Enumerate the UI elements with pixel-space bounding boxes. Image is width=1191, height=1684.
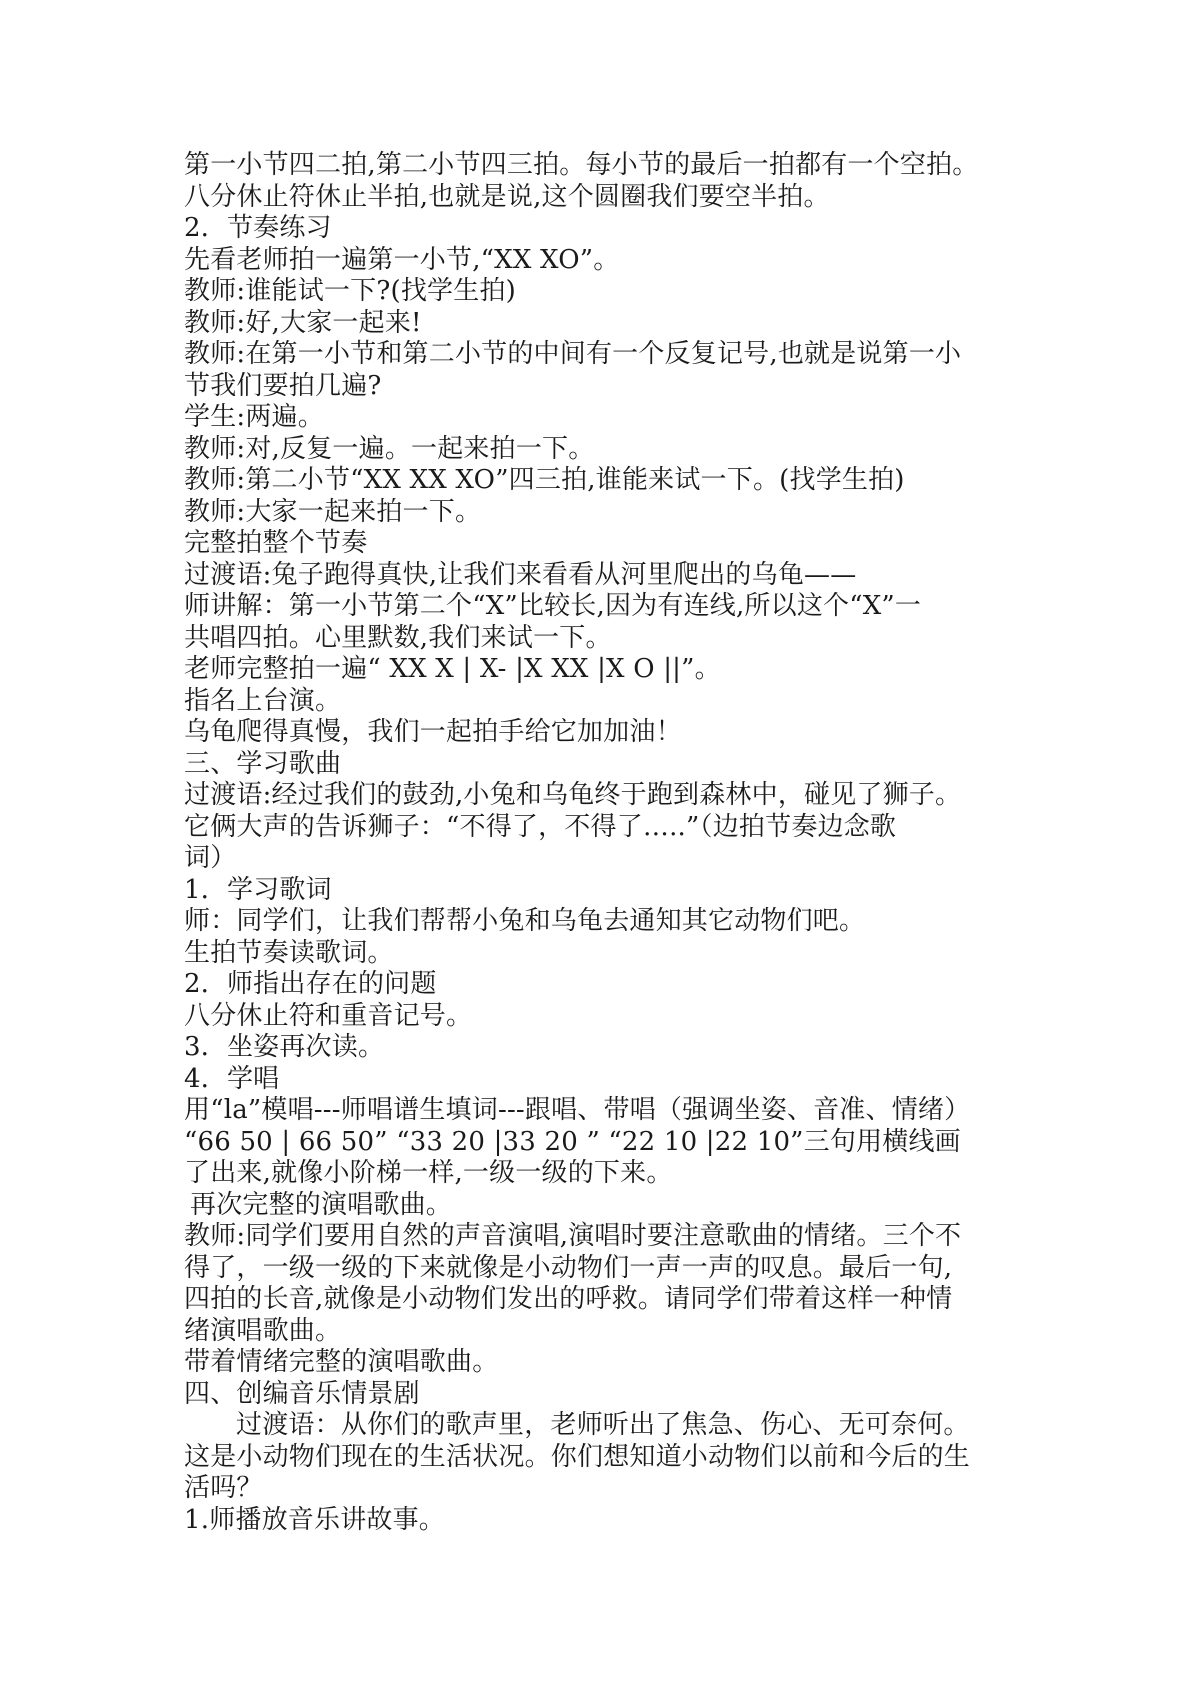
text-line: 四拍的长音,就像是小动物们发出的呼救。请同学们带着这样一种情 <box>184 1284 953 1314</box>
text-line: 再次完整的演唱歌曲。 <box>190 1189 453 1220</box>
section-heading: 2．节奏练习 <box>184 213 332 243</box>
text-line: 教师:在第一小节和第二小节的中间有一个反复记号,也就是说第一小 <box>184 339 962 369</box>
text-line: 这是小动物们现在的生活状况。你们想知道小动物们以前和今后的生 <box>184 1441 971 1472</box>
text-line: 完整拍整个节奏 <box>184 528 368 558</box>
text-line: 了出来,就像小阶梯一样,一级一级的下来。 <box>184 1158 673 1188</box>
text-line: 过渡语:经过我们的鼓劲,小兔和乌龟终于跑到森林中，碰见了狮子。 <box>184 780 962 810</box>
text-line: 教师:谁能试一下?(找学生拍) <box>184 276 516 306</box>
text-line: 它俩大声的告诉狮子：“不得了，不得了…..”（边拍节奏边念歌 <box>184 811 897 842</box>
text-line: 用“la”模唱---师唱谱生填词---跟唱、带唱（强调坐姿、音准、情绪） <box>184 1095 971 1125</box>
text-line: 共唱四拍。心里默数,我们来试一下。 <box>184 622 612 653</box>
text-line: 词） <box>184 843 237 873</box>
text-line: 过渡语:兔子跑得真快,让我们来看看从河里爬出的乌龟—— <box>184 559 857 590</box>
text-line: 师讲解：第一小节第二个“X”比较长,因为有连线,所以这个“X”一 <box>184 591 922 621</box>
text-line: 乌龟爬得真慢，我们一起拍手给它加加油！ <box>184 717 682 747</box>
text-line: 八分休止符休止半拍,也就是说,这个圆圈我们要空半拍。 <box>184 181 830 212</box>
section-heading: 3．坐姿再次读。 <box>184 1032 385 1062</box>
text-line: 绪演唱歌曲。 <box>184 1315 342 1346</box>
text-line: 师：同学们，让我们帮帮小兔和乌龟去通知其它动物们吧。 <box>184 906 866 936</box>
text-line: 教师:大家一起来拍一下。 <box>184 496 482 527</box>
text-line: 活吗？ <box>184 1473 263 1503</box>
text-line: 第一小节四二拍,第二小节四三拍。每小节的最后一拍都有一个空拍。 <box>184 150 979 180</box>
text-line: 过渡语：从你们的歌声里，老师听出了焦急、伤心、无可奈何。 <box>236 1410 970 1440</box>
text-line: 生拍节奏读歌词。 <box>184 937 394 968</box>
document-body <box>184 150 1024 1536</box>
text-line: 老师完整拍一遍“ XX X | X- |X XX |X O ||”。 <box>184 654 721 684</box>
text-line: 教师:同学们要用自然的声音演唱,演唱时要注意歌曲的情绪。三个不 <box>184 1221 962 1251</box>
text-line: 带着情绪完整的演唱歌曲。 <box>184 1347 499 1377</box>
text-line: 学生:两遍。 <box>184 402 324 432</box>
section-heading: 2．师指出存在的问题 <box>184 969 437 999</box>
text-line: 教师:第二小节“XX XX XO”四三拍,谁能来试一下。(找学生拍) <box>184 465 905 495</box>
text-line: 教师:好,大家一起来! <box>184 307 422 338</box>
text-line: 先看老师拍一遍第一小节,“XX XO”。 <box>184 244 620 275</box>
section-heading: 四、创编音乐情景剧 <box>184 1378 420 1409</box>
text-line: 指名上台演。 <box>184 685 342 716</box>
text-line: 八分休止符和重音记号。 <box>184 1000 473 1031</box>
section-heading: 4．学唱 <box>184 1063 280 1094</box>
text-line: “66 50 | 66 50” “33 20 |33 20 ” “22 10 |22 10”三句用横线画 <box>184 1126 961 1157</box>
text-line: 教师:对,反复一遍。一起来拍一下。 <box>184 433 595 464</box>
text-line: 1.师播放音乐讲故事。 <box>184 1504 446 1535</box>
text-line: 得了，一级一级的下来就像是小动物们一声一声的叹息。最后一句, <box>184 1252 953 1283</box>
section-heading: 1．学习歌词 <box>184 874 332 905</box>
text-line: 节我们要拍几遍? <box>184 370 382 401</box>
section-heading: 三、学习歌曲 <box>184 748 342 779</box>
